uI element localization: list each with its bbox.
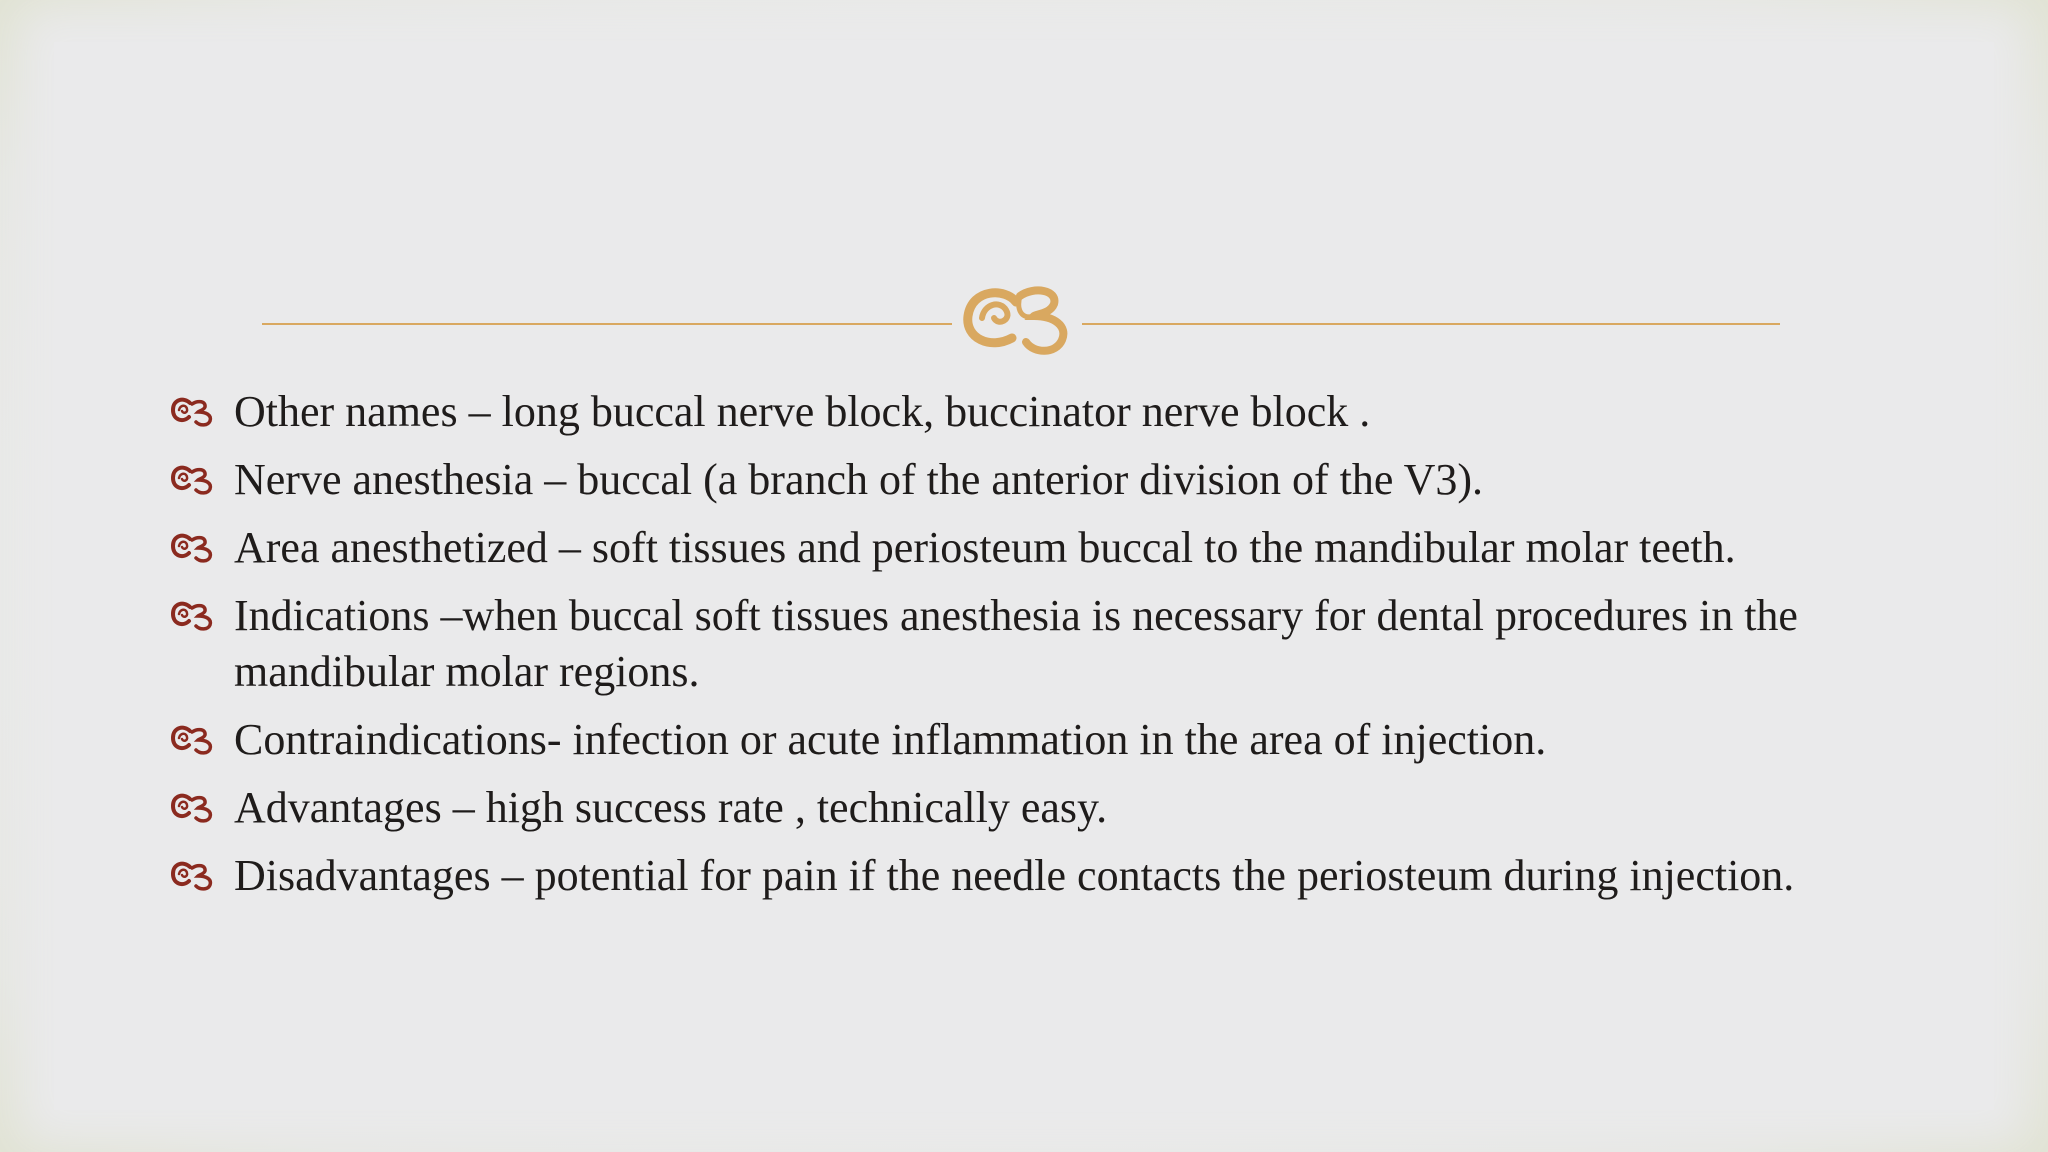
- flourish-ornament-icon: [954, 280, 1082, 360]
- list-item-text: Contraindications- infection or acute inflammation in the area of injection.: [234, 715, 1547, 764]
- list-item-text: Advantages – high success rate , technically easy.: [234, 783, 1108, 832]
- list-item-text: Other names – long buccal nerve block, buccinator nerve block .: [234, 387, 1371, 436]
- list-item: [170, 780, 1910, 836]
- list-item: [170, 712, 1910, 768]
- list-item: [170, 384, 1910, 440]
- curl-bullet-icon: [170, 531, 216, 563]
- curl-bullet-icon: [170, 723, 216, 755]
- list-item-text: Nerve anesthesia – buccal (a branch of the anterior division of the V3).: [234, 455, 1484, 504]
- curl-bullet-icon: [170, 395, 216, 427]
- list-item: [170, 520, 1910, 576]
- curl-bullet-icon: [170, 791, 216, 823]
- list-item-text: Area anesthetized – soft tissues and periosteum buccal to the mandibular molar teeth.: [234, 523, 1736, 572]
- bullet-list: [170, 384, 1910, 916]
- curl-bullet-icon: [170, 599, 216, 631]
- divider-line-left: [262, 323, 952, 325]
- divider-line-right: [1082, 323, 1780, 325]
- list-item: [170, 452, 1910, 508]
- list-item-text: Indications –when buccal soft tissues anesthesia is necessary for dental procedures in the mandibular molar regions.: [234, 591, 1798, 696]
- list-item: [170, 848, 1910, 904]
- title-divider: [262, 290, 1780, 360]
- curl-bullet-icon: [170, 859, 216, 891]
- list-item-text: Disadvantages – potential for pain if the needle contacts the periosteum during injection.: [234, 851, 1795, 900]
- list-item: [170, 588, 1910, 700]
- curl-bullet-icon: [170, 463, 216, 495]
